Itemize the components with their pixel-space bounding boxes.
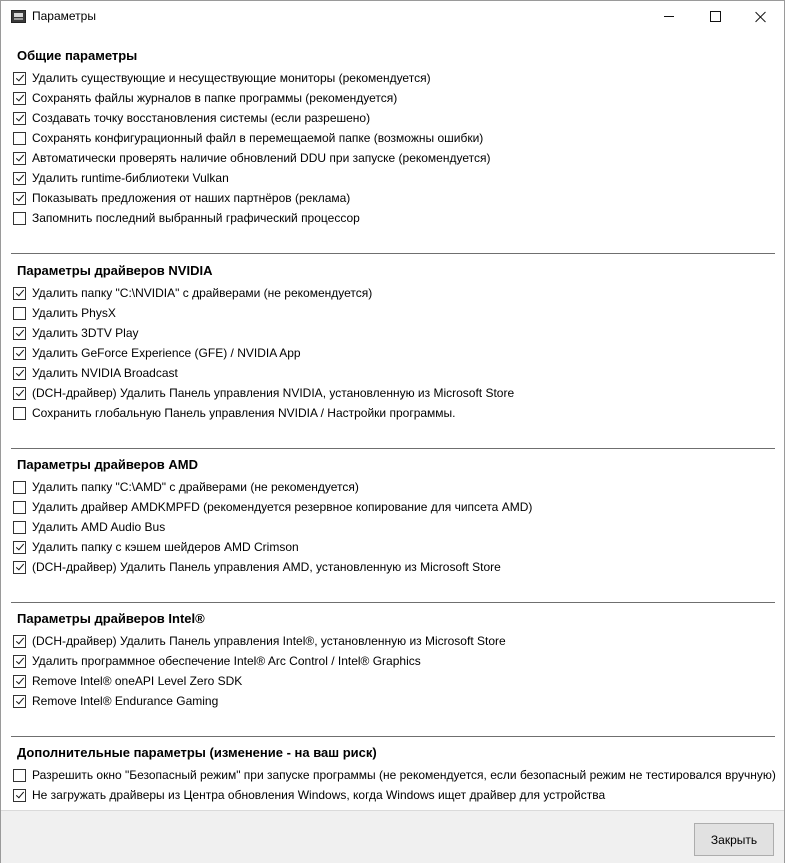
checkbox[interactable] <box>13 327 26 340</box>
checkbox[interactable] <box>13 695 26 708</box>
close-icon <box>755 11 767 23</box>
checkbox[interactable] <box>13 287 26 300</box>
option-label: Удалить программное обеспечение Intel® Arc Control / Intel® Graphics <box>32 654 421 668</box>
checkbox[interactable] <box>13 561 26 574</box>
option-label: Удалить GeForce Experience (GFE) / NVIDIA App <box>32 346 301 360</box>
option-remove-amd-cp[interactable] <box>13 557 501 577</box>
option-label: Удалить существующие и несуществующие мониторы (рекомендуется) <box>32 71 431 85</box>
checkbox[interactable] <box>13 521 26 534</box>
section-title: Дополнительные параметры (изменение - на ваш риск) <box>17 745 377 760</box>
option-remove-broadcast[interactable] <box>13 363 178 383</box>
footer-bar <box>1 810 784 863</box>
maximize-icon <box>710 11 721 22</box>
section-divider <box>11 448 775 449</box>
checkbox[interactable] <box>13 152 26 165</box>
option-label: Удалить папку "C:\AMD" с драйверами (не рекомендуется) <box>32 480 359 494</box>
option-remove-monitors[interactable] <box>13 68 431 88</box>
close-button[interactable]: Закрыть <box>694 823 774 856</box>
option-label: Сохранять файлы журналов в папке программы (рекомендуется) <box>32 91 398 105</box>
option-remove-oneapi[interactable] <box>13 671 242 691</box>
section-divider <box>11 736 775 737</box>
option-keep-nvidia-settings[interactable] <box>13 403 456 423</box>
maximize-button[interactable] <box>692 1 738 32</box>
section-divider <box>11 253 775 254</box>
option-remove-amd-folder[interactable] <box>13 477 359 497</box>
section-title: Параметры драйверов AMD <box>17 457 198 472</box>
option-remove-vulkan[interactable] <box>13 168 229 188</box>
option-label: Сохранять конфигурационный файл в перемещаемой папке (возможны ошибки) <box>32 131 484 145</box>
checkbox[interactable] <box>13 212 26 225</box>
checkbox[interactable] <box>13 407 26 420</box>
checkbox[interactable] <box>13 92 26 105</box>
option-label: Не загружать драйверы из Центра обновления Windows, когда Windows ищет драйвер для устройства <box>32 788 606 802</box>
option-save-logs[interactable] <box>13 88 397 108</box>
checkbox[interactable] <box>13 541 26 554</box>
option-remove-amdkmpfd[interactable] <box>13 497 532 517</box>
option-label: Удалить 3DTV Play <box>32 326 139 340</box>
close-window-button[interactable] <box>738 1 784 32</box>
checkbox[interactable] <box>13 112 26 125</box>
title-bar[interactable] <box>1 1 784 32</box>
option-label: Удалить runtime-библиотеки Vulkan <box>32 171 229 185</box>
checkbox[interactable] <box>13 675 26 688</box>
option-label: Удалить папку "C:\NVIDIA" с драйверами (не рекомендуется) <box>32 286 373 300</box>
monitor-app-icon <box>11 10 26 23</box>
options-panel <box>1 32 784 810</box>
checkbox[interactable] <box>13 347 26 360</box>
option-label: Remove Intel® oneAPI Level Zero SDK <box>32 674 243 688</box>
option-remove-endurance-gaming[interactable] <box>13 691 218 711</box>
option-label: (DCH-драйвер) Удалить Панель управления AMD, установленную из Microsoft Store <box>32 560 501 574</box>
window-title: Параметры <box>32 9 96 23</box>
option-label: Разрешить окно "Безопасный режим" при запуске программы (не рекомендуется, если безопасный режим не тестировался вручную) <box>32 768 776 782</box>
checkbox[interactable] <box>13 367 26 380</box>
option-label: Показывать предложения от наших партнёров (реклама) <box>32 191 351 205</box>
option-label: Удалить папку с кэшем шейдеров AMD Crimson <box>32 540 299 554</box>
checkbox[interactable] <box>13 192 26 205</box>
option-block-windows-update-drivers[interactable] <box>13 785 605 805</box>
option-remove-nvidia-folder[interactable] <box>13 283 372 303</box>
minimize-icon <box>664 16 674 17</box>
option-remove-gfe[interactable] <box>13 343 301 363</box>
checkbox[interactable] <box>13 501 26 514</box>
section-title: Параметры драйверов NVIDIA <box>17 263 213 278</box>
option-remove-intel-cp[interactable] <box>13 631 506 651</box>
checkbox[interactable] <box>13 789 26 802</box>
checkbox[interactable] <box>13 635 26 648</box>
option-remove-nvidia-cp[interactable] <box>13 383 514 403</box>
option-label: Удалить AMD Audio Bus <box>32 520 166 534</box>
checkbox[interactable] <box>13 387 26 400</box>
option-partner-offers[interactable] <box>13 188 350 208</box>
option-label: Remove Intel® Endurance Gaming <box>32 694 219 708</box>
section-title: Общие параметры <box>17 48 138 63</box>
option-check-updates[interactable] <box>13 148 490 168</box>
option-remember-gpu[interactable] <box>13 208 360 228</box>
option-label: Удалить NVIDIA Broadcast <box>32 366 178 380</box>
section-title: Параметры драйверов Intel® <box>17 611 205 626</box>
option-remove-3dtv[interactable] <box>13 323 139 343</box>
section-divider <box>11 602 775 603</box>
checkbox[interactable] <box>13 132 26 145</box>
option-remove-amd-audio-bus[interactable] <box>13 517 165 537</box>
option-label: Запомнить последний выбранный графический процессор <box>32 211 360 225</box>
option-label: (DCH-драйвер) Удалить Панель управления Intel®, установленную из Microsoft Store <box>32 634 506 648</box>
option-restore-point[interactable] <box>13 108 370 128</box>
option-remove-physx[interactable] <box>13 303 116 323</box>
option-label: Автоматически проверять наличие обновлений DDU при запуске (рекомендуется) <box>32 151 491 165</box>
option-roaming-config[interactable] <box>13 128 483 148</box>
checkbox[interactable] <box>13 307 26 320</box>
option-label: (DCH-драйвер) Удалить Панель управления NVIDIA, установленную из Microsoft Store <box>32 386 515 400</box>
option-safe-mode-prompt[interactable] <box>13 765 776 785</box>
minimize-button[interactable] <box>646 1 692 32</box>
option-label: Удалить PhysX <box>32 306 116 320</box>
option-label: Удалить драйвер AMDKMPFD (рекомендуется резервное копирование для чипсета AMD) <box>32 500 533 514</box>
option-label: Сохранить глобальную Панель управления NVIDIA / Настройки программы. <box>32 406 456 420</box>
checkbox[interactable] <box>13 655 26 668</box>
checkbox[interactable] <box>13 481 26 494</box>
option-label: Создавать точку восстановления системы (если разрешено) <box>32 111 371 125</box>
checkbox[interactable] <box>13 769 26 782</box>
checkbox[interactable] <box>13 72 26 85</box>
option-remove-arc-control[interactable] <box>13 651 421 671</box>
option-remove-shader-cache[interactable] <box>13 537 299 557</box>
checkbox[interactable] <box>13 172 26 185</box>
